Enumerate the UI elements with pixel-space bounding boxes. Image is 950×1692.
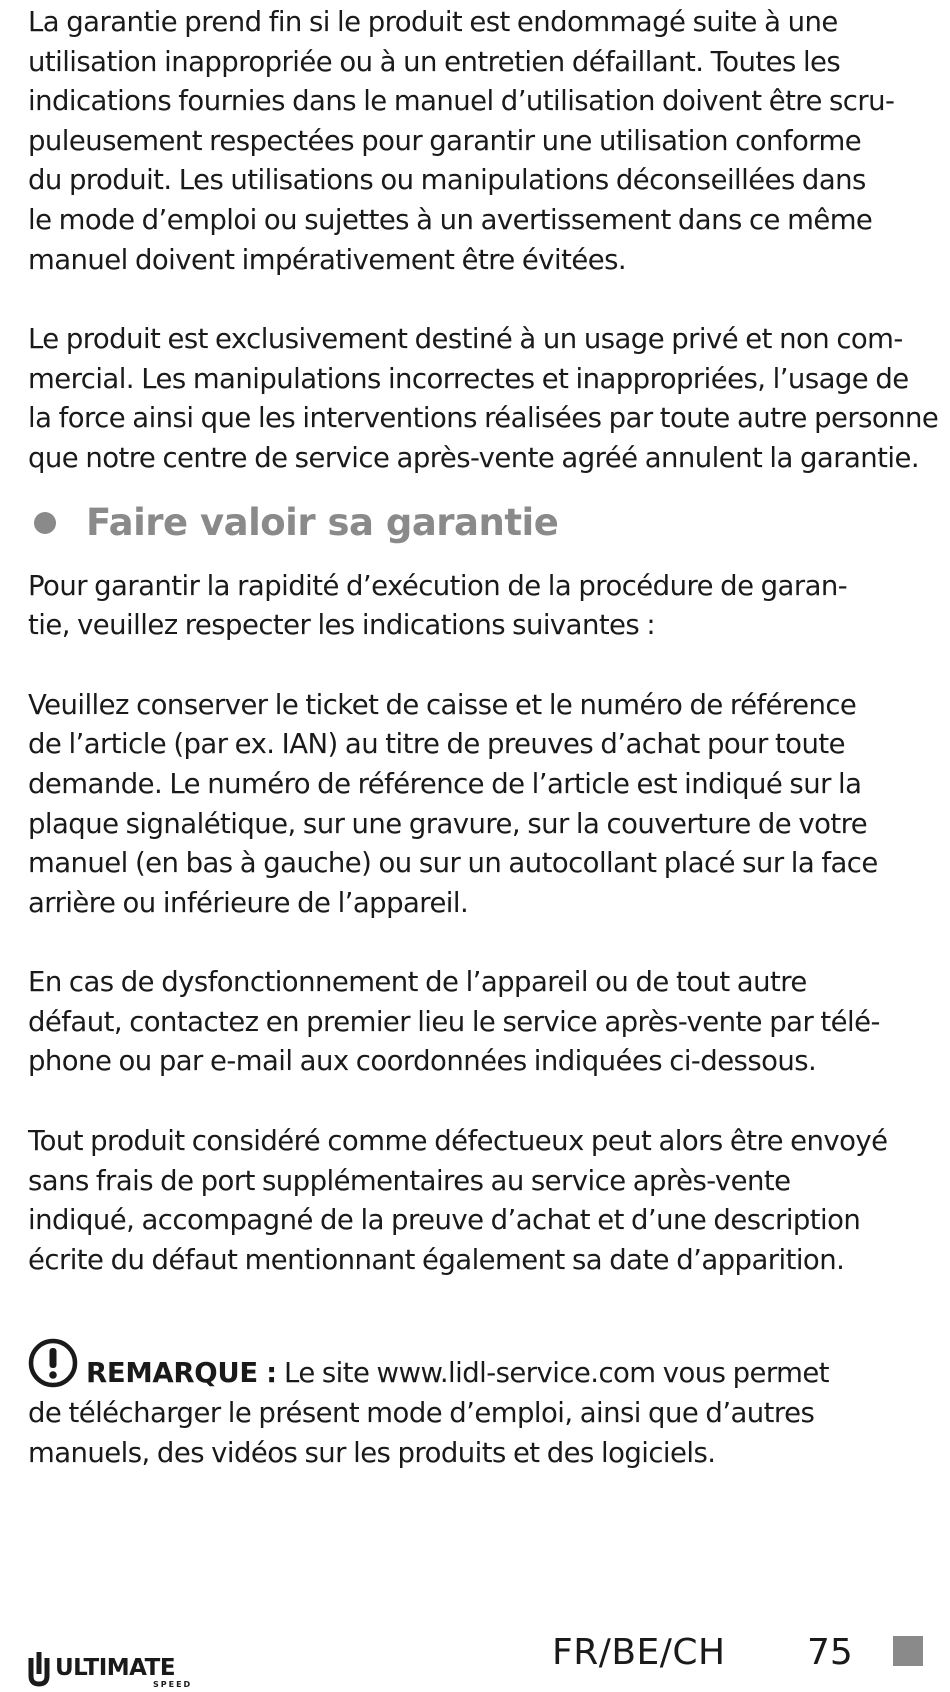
brand-name: ULTIMATE [55, 1655, 176, 1681]
text-line: mercial. Les manipulations incorrectes et inappropriées, l’usage de [28, 362, 909, 395]
text-line: sans frais de port supplémentaires au service après-vente [28, 1164, 791, 1197]
page-footer [0, 1622, 950, 1692]
text-line: En cas de dysfonctionnement de l’appareil ou de tout autre [28, 966, 807, 999]
text-line: phone ou par e-mail aux coordonnées indiquées ci-dessous. [28, 1045, 817, 1078]
text-line: Pour garantir la rapidité d’exécution de la procédure de garan- [28, 569, 848, 602]
note-label: REMARQUE : [86, 1357, 277, 1390]
text-line: La garantie prend fin si le produit est endommagé suite à une [28, 6, 838, 38]
private-use-paragraph [28, 320, 939, 478]
text-line: du produit. Les utilisations ou manipulations déconseillées dans [28, 164, 866, 197]
text-line: tie, veuillez respecter les indications suivantes : [28, 609, 656, 642]
paragraph-gap [28, 1280, 928, 1338]
text-line: de l’article (par ex. IAN) au titre de preuves d’achat pour toute [28, 728, 845, 761]
text-line: écrite du défaut mentionnant également sa date d’apparition. [28, 1243, 845, 1276]
text-line: indications fournies dans le manuel d’utilisation doivent être scru- [28, 85, 895, 118]
bullet-dot-icon [34, 512, 56, 534]
text-line: Le produit est exclusivement destiné à un usage privé et non com- [28, 323, 903, 356]
section-heading [28, 493, 928, 553]
text-line [28, 1338, 928, 1394]
text-line: demande. Le numéro de référence de l’article est indiqué sur la [28, 767, 862, 800]
contact-paragraph [28, 963, 928, 1082]
page-number: 75 [807, 1632, 853, 1673]
text-line: indiqué, accompagné de la preuve d’achat et d’une description [28, 1204, 861, 1237]
page-marker-square [893, 1636, 923, 1666]
brand-logo [28, 1648, 208, 1688]
paragraph-gap [28, 1082, 928, 1122]
text-line: arrière ou inférieure de l’appareil. [28, 886, 469, 919]
text-line: la force ainsi que les interventions réalisées par toute autre personne [28, 402, 939, 435]
text-line: défaut, contactez en premier lieu le service après-vente par télé- [28, 1005, 880, 1038]
text-line: utilisation inappropriée ou à un entretien défaillant. Toutes les [28, 45, 841, 78]
warranty-exclusion-paragraph [28, 3, 928, 280]
shipping-paragraph [28, 1122, 928, 1280]
text-line: plaque signalétique, sur une gravure, sur la couverture de votre [28, 807, 868, 840]
receipt-paragraph [28, 686, 928, 924]
manual-page [28, 0, 939, 1473]
text-line: de télécharger le présent mode d’emploi, ainsi que d’autres [28, 1397, 815, 1430]
exclamation-circle-icon [28, 1338, 78, 1388]
text-line: manuel (en bas à gauche) ou sur un autocollant placé sur la face [28, 847, 878, 880]
text-line: que notre centre de service après-vente agréé annulent la garantie. [28, 441, 920, 474]
text-line: Tout produit considéré comme défectueux peut alors être envoyé [28, 1125, 888, 1158]
note-paragraph [28, 1338, 928, 1473]
text-line: manuels, des vidéos sur les produits et des logiciels. [28, 1436, 716, 1469]
note-text: Le site www.lidl-service.com vous permet [276, 1357, 829, 1390]
paragraph-gap [28, 923, 928, 963]
text-line: puleusement respectées pour garantir une utilisation conforme [28, 124, 862, 157]
paragraph-gap [28, 646, 928, 686]
procedure-intro-paragraph [28, 567, 928, 646]
paragraph-gap [28, 280, 928, 320]
text-line: manuel doivent impérativement être évitées. [28, 243, 627, 276]
text-line: Veuillez conserver le ticket de caisse et le numéro de référence [28, 688, 857, 721]
text-line: le mode d’emploi ou sujettes à un avertissement dans ce même [28, 203, 873, 236]
brand-subtitle: SPEED [153, 1680, 193, 1688]
region-label: FR/BE/CH [552, 1632, 726, 1673]
section-heading-text: Faire valoir sa garantie [86, 501, 559, 545]
